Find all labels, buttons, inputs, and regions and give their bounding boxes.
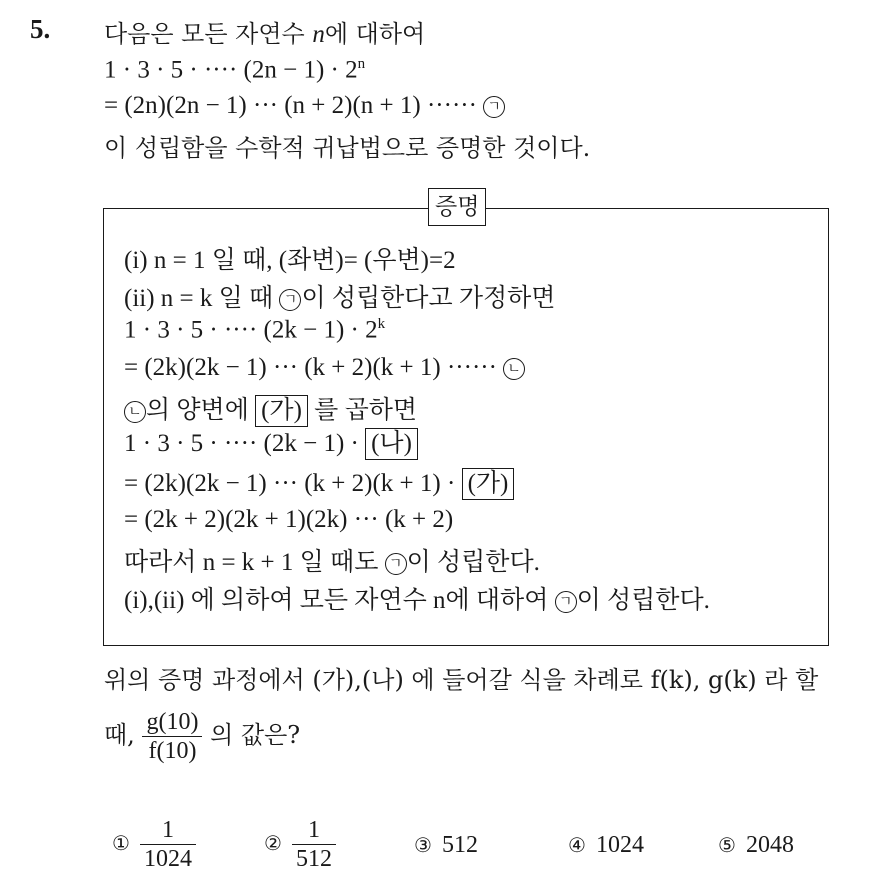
eq1-text: 1 · 3 · 5 · ···· (2n − 1) · 2 [104, 56, 358, 84]
choice-4[interactable] [568, 832, 644, 859]
circle-giyeok-icon: ㄱ [483, 96, 505, 118]
choice-5[interactable] [718, 832, 794, 859]
circle-nieun-icon: ㄴ [503, 358, 525, 380]
blank-ga: (가) [255, 395, 308, 427]
blank-na: (나) [365, 428, 418, 460]
proof-line-3-text: 1 · 3 · 5 · ···· (2k − 1) · 2 [124, 316, 378, 344]
circle-giyeok-icon: ㄱ [555, 591, 577, 613]
proof-line-2 [124, 278, 555, 314]
statement-intro [104, 14, 425, 49]
proof-line-5-a: 의 양변에 [146, 397, 256, 424]
question-line-2 [104, 708, 300, 765]
choice-1-numerator: 1 [140, 816, 196, 845]
choice-1-fraction [140, 816, 196, 873]
choice-2[interactable] [264, 816, 336, 873]
proof-line-7 [124, 468, 514, 500]
choice-2-denominator: 512 [295, 846, 332, 872]
choice-1[interactable] [112, 816, 196, 873]
proof-line-9-a: 따라서 n = k + 1 일 때도 [124, 549, 385, 576]
choice-2-mark: ② [264, 831, 282, 856]
proof-line-9-b: 이 성립한다. [406, 549, 540, 576]
eq2-text: = (2n)(2n − 1) ··· (n + 2)(n + 1) ······ [104, 92, 477, 119]
fraction-denominator: f(10) [148, 738, 197, 764]
intro-var-n: n [312, 21, 325, 48]
proof-line-10-a: (i),(ii) 에 의하여 모든 자연수 n에 대하여 [124, 587, 555, 614]
proof-line-4 [124, 354, 525, 382]
proof-line-8: = (2k + 2)(2k + 1)(2k) ··· (k + 2) [124, 506, 454, 533]
choice-4-value: 1024 [595, 832, 644, 858]
proof-line-6-text: 1 · 3 · 5 · ···· (2k − 1) · [124, 430, 366, 457]
proof-line-3-exponent: k [377, 316, 386, 332]
eq1-exponent: n [357, 56, 366, 72]
proof-line-1: (i) n = 1 일 때, (좌변)= (우변)=2 [124, 247, 456, 274]
proof-line-6 [124, 428, 418, 460]
proof-line-10 [124, 580, 710, 616]
problem-number: 5. [30, 14, 51, 44]
question-line-1: 위의 증명 과정에서 (가),(나) 에 들어갈 식을 차례로 f(k), g(k) 라 할 [104, 666, 819, 694]
blank-ga-2: (가) [462, 468, 515, 500]
proof-line-2-a: (ii) n = k 일 때 [124, 285, 280, 312]
proof-line-2-b: 이 성립한다고 가정하면 [301, 285, 556, 312]
proof-line-3 [124, 316, 385, 344]
proof-line-5 [124, 390, 417, 427]
intro-text-1: 다음은 모든 자연수 [104, 20, 313, 48]
proof-line-7-text: = (2k)(2k − 1) ··· (k + 2)(k + 1) · [124, 470, 462, 497]
choice-5-mark: ⑤ [718, 833, 736, 857]
circle-giyeok-icon: ㄱ [279, 289, 301, 311]
proof-title: 증명 [428, 188, 486, 226]
fraction-g-over-f [142, 708, 202, 765]
choice-1-denominator: 1024 [143, 846, 192, 872]
proof-line-4-text: = (2k)(2k − 1) ··· (k + 2)(k + 1) ······ [124, 354, 497, 381]
equation-line-2 [104, 92, 505, 120]
choice-2-fraction [292, 816, 336, 873]
circle-nieun-icon: ㄴ [124, 401, 146, 423]
choice-4-mark: ④ [568, 833, 586, 857]
choice-5-value: 2048 [745, 832, 794, 858]
choice-3-mark: ③ [414, 833, 432, 857]
equation-line-1 [104, 56, 365, 84]
statement-end: 이 성립함을 수학적 귀납법으로 증명한 것이다. [104, 134, 591, 162]
question-line-2-b: 의 값은? [202, 721, 301, 749]
choice-3[interactable] [414, 832, 478, 859]
circle-giyeok-icon: ㄱ [385, 553, 407, 575]
question-line-2-a: 때, [104, 721, 143, 749]
choice-1-mark: ① [112, 831, 130, 856]
proof-line-10-b: 이 성립한다. [576, 587, 710, 614]
fraction-numerator: g(10) [142, 708, 202, 737]
choice-3-value: 512 [441, 832, 478, 858]
proof-line-9 [124, 542, 540, 578]
choice-2-numerator: 1 [292, 816, 336, 845]
proof-line-5-b: 를 곱하면 [307, 397, 418, 424]
intro-text-2: 에 대하여 [324, 20, 426, 48]
